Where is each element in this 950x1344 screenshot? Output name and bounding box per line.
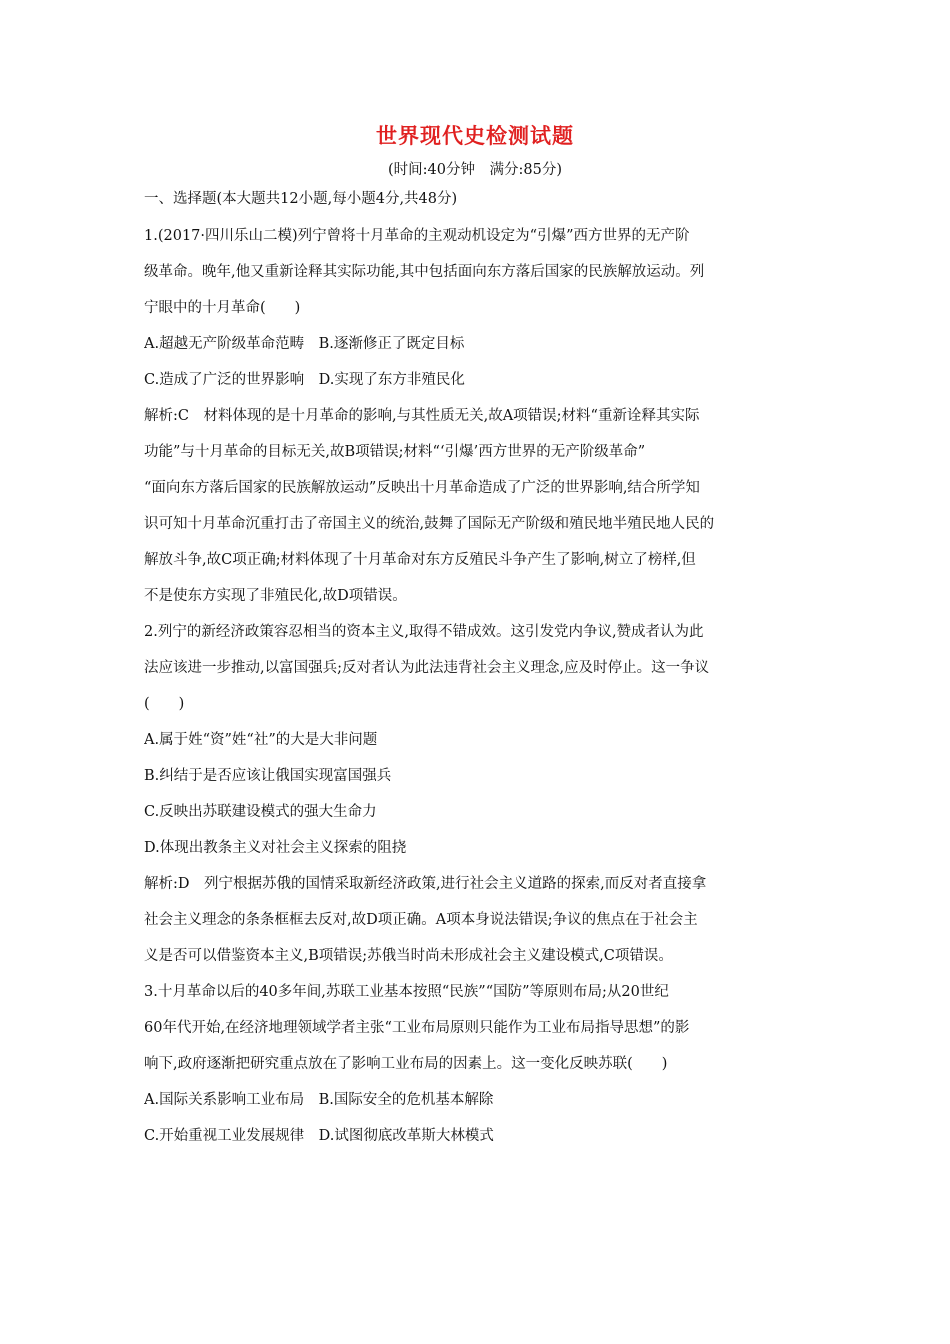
question-1 [144, 218, 808, 614]
question-text-line: 级革命。晚年,他又重新诠释其实际功能,其中包括面向东方落后国家的民族解放运动。列 [144, 264, 705, 280]
question-2 [144, 614, 808, 974]
question-text-line: ( ) [144, 696, 185, 712]
question-text-line: 3.十月革命以后的40多年间,苏联工业基本按照“民族”“国防”等原则布局;从20世纪 [144, 984, 669, 1000]
analysis-line: 不是使东方实现了非殖民化,故D项错误。 [144, 588, 407, 604]
analysis-line: 功能”与十月革命的目标无关,故B项错误;材料“‘引爆’西方世界的无产阶级革命” [144, 444, 646, 460]
option-line: A.属于姓“资”姓“社”的大是大非问题 [144, 732, 378, 748]
question-text-line: 1.(2017·四川乐山二模)列宁曾将十月革命的主观动机设定为“引爆”西方世界的无产阶 [144, 228, 690, 244]
option-line: A.国际关系影响工业布局 B.国际安全的危机基本解除 [144, 1092, 494, 1108]
analysis-line: 解析:D 列宁根据苏俄的国情采取新经济政策,进行社会主义道路的探索,而反对者直接拿 [144, 876, 707, 892]
question-text-line: 法应该进一步推动,以富国强兵;反对者认为此法违背社会主义理念,应及时停止。这一争议 [144, 660, 710, 676]
question-text-line: 60年代开始,在经济地理领域学者主张“工业布局原则只能作为工业布局指导思想”的影 [144, 1020, 690, 1036]
document-subtitle: (时间:40分钟 满分:85分) [388, 162, 562, 178]
analysis-line: 社会主义理念的条条框框去反对,故D项正确。A项本身说法错误;争议的焦点在于社会主 [144, 912, 698, 928]
question-text-line: 宁眼中的十月革命( ) [144, 300, 301, 316]
section-heading: 一、选择题(本大题共12小题,每小题4分,共48分) [144, 191, 458, 207]
document-title: 世界现代史检测试题 [376, 124, 574, 148]
option-line: D.体现出教条主义对社会主义探索的阻挠 [144, 840, 407, 856]
analysis-line: 解放斗争,故C项正确;材料体现了十月革命对东方反殖民斗争产生了影响,树立了榜样,但 [144, 552, 696, 568]
option-line: C.反映出苏联建设模式的强大生命力 [144, 804, 377, 820]
option-line: A.超越无产阶级革命范畴 B.逐渐修正了既定目标 [144, 336, 465, 352]
analysis-line: 解析:C 材料体现的是十月革命的影响,与其性质无关,故A项错误;材料“重新诠释其实际 [144, 408, 700, 424]
analysis-line: 识可知十月革命沉重打击了帝国主义的统治,鼓舞了国际无产阶级和殖民地半殖民地人民的 [144, 516, 715, 532]
analysis-line: 义是否可以借鉴资本主义,B项错误;苏俄当时尚未形成社会主义建设模式,C项错误。 [144, 948, 673, 964]
document-body [144, 186, 808, 1154]
option-line: C.开始重视工业发展规律 D.试图彻底改革斯大林模式 [144, 1128, 494, 1144]
question-3 [144, 974, 808, 1154]
option-line: B.纠结于是否应该让俄国实现富国强兵 [144, 768, 392, 784]
analysis-line: “面向东方落后国家的民族解放运动”反映出十月革命造成了广泛的世界影响,结合所学知 [144, 480, 700, 496]
option-line: C.造成了广泛的世界影响 D.实现了东方非殖民化 [144, 372, 465, 388]
question-text-line: 响下,政府逐渐把研究重点放在了影响工业布局的因素上。这一变化反映苏联( ) [144, 1056, 668, 1072]
question-text-line: 2.列宁的新经济政策容忍相当的资本主义,取得不错成效。这引发党内争议,赞成者认为此 [144, 624, 704, 640]
